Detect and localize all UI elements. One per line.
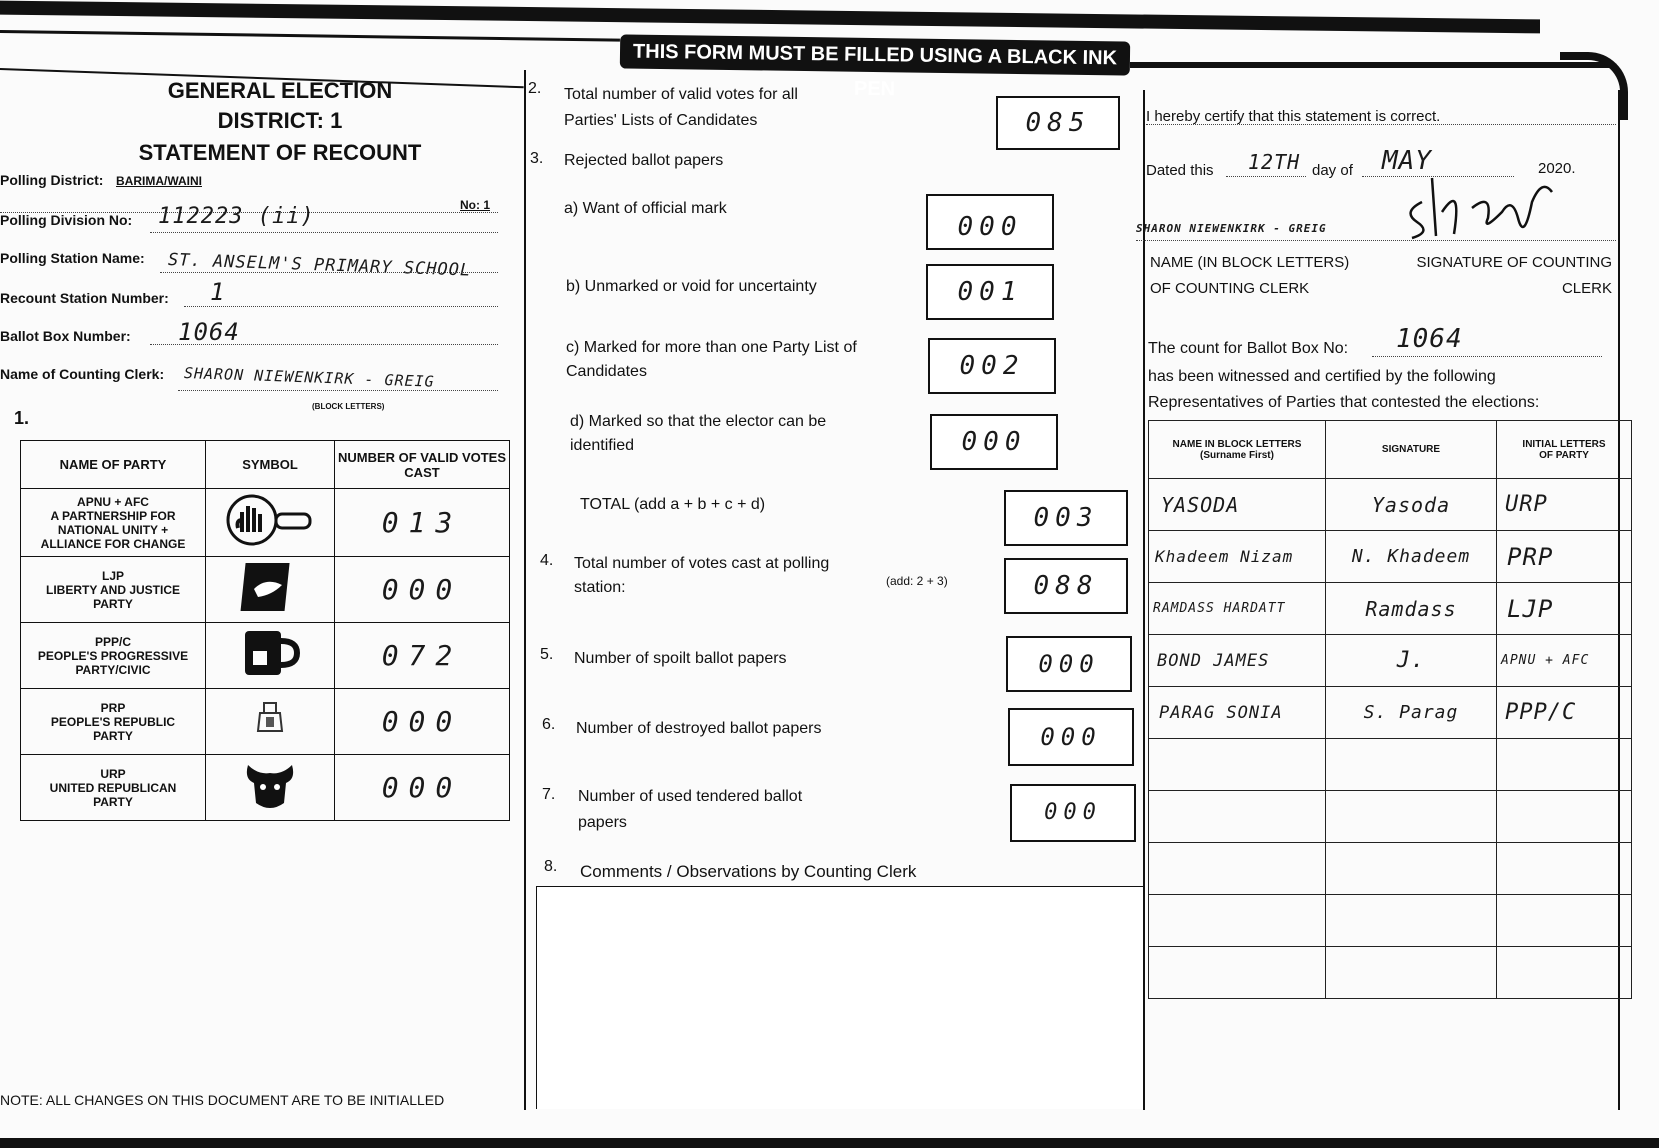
- cup-symbol-icon: [206, 623, 335, 689]
- divider-left: [524, 70, 526, 1110]
- polling-station-line: [160, 272, 498, 273]
- s2-label: Total number of valid votes for all Parties' Lists of Candidates: [564, 86, 798, 129]
- s6-number: 6.: [542, 716, 556, 733]
- dated-day-line: [1226, 176, 1306, 177]
- s5-number: 5.: [540, 646, 554, 663]
- rejected-b-box: 001: [926, 264, 1054, 320]
- rep-row-empty[interactable]: [1149, 895, 1632, 947]
- polling-district-value: BARIMA/WAINI: [116, 174, 202, 188]
- recount-station-label: Recount Station Number:: [0, 290, 169, 306]
- party-table-wrap: [20, 440, 510, 821]
- dated-day: 12TH: [1248, 150, 1301, 174]
- rep-party: APNU + AFC: [1497, 635, 1632, 687]
- s6-value-box: 000: [1008, 708, 1134, 766]
- party-votes: 000: [335, 557, 510, 623]
- rep-party: LJP: [1497, 583, 1632, 635]
- s2-value-box: 085: [996, 96, 1120, 150]
- banner-line-right: [1130, 62, 1610, 68]
- rep-header-signature: SIGNATURE: [1326, 421, 1497, 479]
- count-label: The count for Ballot Box No:: [1148, 340, 1349, 357]
- s2-number: 2.: [528, 80, 542, 97]
- count-value: 1064: [1396, 324, 1463, 354]
- rep-name: PARAG SONIA: [1149, 687, 1326, 739]
- rep-party: PPP/C: [1497, 687, 1632, 739]
- rejected-c-label: c) Marked for more than one Party List of Candidates: [566, 339, 857, 380]
- rep-party: PRP: [1497, 531, 1632, 583]
- rep-name: YASODA: [1149, 479, 1326, 531]
- clerk-value: SHARON NIEWENKIRK - GREIG: [183, 364, 435, 391]
- polling-station-label: Polling Station Name:: [0, 250, 145, 266]
- polling-district-label: Polling District:: [0, 172, 104, 188]
- rejected-a-label: a) Want of official mark: [564, 200, 727, 217]
- party-table: [20, 440, 510, 821]
- rejected-c-box: 002: [928, 338, 1056, 394]
- banner: THIS FORM MUST BE FILLED USING A BLACK INK PEN: [620, 34, 1130, 75]
- dated-label: Dated this: [1146, 162, 1214, 179]
- handshake-symbol-icon: [206, 557, 335, 623]
- s5-value-box: 000: [1006, 636, 1132, 692]
- dated-year: 2020.: [1538, 160, 1576, 177]
- party-name: APNU + AFC A PARTNERSHIP FOR NATIONAL UNITY + ALLIANCE FOR CHANGE: [21, 489, 206, 557]
- s6-label: Number of destroyed ballot papers: [576, 720, 822, 737]
- rep-name: RAMDASS HARDATT: [1149, 583, 1326, 635]
- s8-label: Comments / Observations by Counting Clerk: [580, 862, 917, 881]
- rejected-d-label: d) Marked so that the elector can be identified: [570, 413, 827, 454]
- party-row-ljp: [21, 557, 510, 623]
- party-row-pppc: [21, 623, 510, 689]
- s5-label: Number of spoilt ballot papers: [574, 650, 787, 667]
- bull-symbol-icon: [206, 755, 335, 821]
- rep-row: [1149, 531, 1632, 583]
- polling-division-line: [150, 232, 498, 233]
- hand-symbol-icon: [206, 489, 335, 557]
- note-initialled: NOTE: ALL CHANGES ON THIS DOCUMENT ARE TO BE INITIALLED: [0, 1092, 445, 1108]
- ballot-box-value: 1064: [178, 318, 240, 346]
- rep-signature: J.: [1326, 635, 1497, 687]
- party-row-apnu: [21, 489, 510, 557]
- rep-signature: N. Khadeem: [1326, 531, 1497, 583]
- count-line: [1372, 356, 1602, 357]
- rep-header-party: INITIAL LETTERS OF PARTY: [1497, 421, 1632, 479]
- col-header-symbol: SYMBOL: [206, 441, 335, 489]
- rep-row-empty[interactable]: [1149, 843, 1632, 895]
- clerk-signature: [1392, 172, 1562, 242]
- rep-row: [1149, 479, 1632, 531]
- party-name: URP UNITED REPUBLICAN PARTY: [21, 755, 206, 821]
- party-name: PPP/C PEOPLE'S PROGRESSIVE PARTY/CIVIC: [21, 623, 206, 689]
- total-label: TOTAL (add a + b + c + d): [580, 496, 766, 513]
- rep-signature: Yasoda: [1326, 479, 1497, 531]
- top-border-2: [0, 30, 620, 42]
- polling-station-value: ST. ANSELM'S PRIMARY SCHOOL: [167, 250, 472, 281]
- rep-row-empty[interactable]: [1149, 791, 1632, 843]
- s7-value-box: 000: [1010, 784, 1136, 842]
- party-votes: 013: [335, 489, 510, 557]
- col-header-votes: NUMBER OF VALID VOTES CAST: [335, 441, 510, 489]
- s4-number: 4.: [540, 552, 554, 569]
- s3-label: Rejected ballot papers: [564, 152, 724, 169]
- name-block-label: NAME (IN BLOCK LETTERS) OF COUNTING CLERK: [1150, 254, 1350, 297]
- lamp-symbol-icon: [206, 689, 335, 755]
- section-1-number: 1.: [14, 408, 30, 428]
- witness-text: has been witnessed and certified by the following Representatives of Parties that contested the elections:: [1148, 368, 1540, 411]
- rep-header-name: NAME IN BLOCK LETTERS (Surname First): [1149, 421, 1326, 479]
- rep-row-empty[interactable]: [1149, 947, 1632, 999]
- ballot-box-line: [150, 344, 498, 345]
- rep-row: [1149, 583, 1632, 635]
- rep-table-wrap: [1148, 420, 1632, 999]
- block-letters-note: (BLOCK LETTERS): [312, 402, 385, 411]
- s7-number: 7.: [542, 786, 556, 803]
- day-of-label: day of: [1312, 162, 1353, 179]
- rep-signature: S. Parag: [1326, 687, 1497, 739]
- signature-clerk-label: SIGNATURE OF COUNTING CLERK: [1416, 254, 1612, 297]
- s8-number: 8.: [544, 858, 558, 875]
- rejected-d-box: 000: [930, 414, 1058, 470]
- party-row-prp: [21, 689, 510, 755]
- polling-division-value: 112223 (ii): [158, 204, 315, 229]
- recount-station-value: 1: [210, 278, 226, 306]
- dated-month: MAY: [1382, 146, 1432, 176]
- s3-number: 3.: [530, 150, 544, 167]
- rep-signature: Ramdass: [1326, 583, 1497, 635]
- certify-text: I hereby certify that this statement is correct.: [1146, 108, 1441, 125]
- party-votes: 072: [335, 623, 510, 689]
- party-votes: 000: [335, 689, 510, 755]
- rep-party: URP: [1497, 479, 1632, 531]
- polling-division-label: Polling Division No:: [0, 212, 133, 228]
- party-votes: 000: [335, 755, 510, 821]
- s4-label: Total number of votes cast at polling station:: [574, 555, 830, 596]
- bottom-border: [0, 1138, 1659, 1148]
- comments-box[interactable]: [536, 886, 1144, 1109]
- clerk-label: Name of Counting Clerk:: [0, 366, 165, 382]
- rep-name: Khadeem Nizam: [1149, 531, 1326, 583]
- clerk-line: [178, 390, 498, 391]
- s7-label: Number of used tendered ballot papers: [578, 788, 803, 831]
- form-number: No: 1: [460, 198, 490, 212]
- rep-row-empty[interactable]: [1149, 739, 1632, 791]
- title-statement: STATEMENT OF RECOUNT: [138, 140, 422, 165]
- rep-row: [1149, 635, 1632, 687]
- rep-name: BOND JAMES: [1149, 635, 1326, 687]
- ballot-box-label: Ballot Box Number:: [0, 328, 131, 344]
- s4-add-note: (add: 2 + 3): [886, 574, 948, 588]
- s4-value-box: 088: [1004, 558, 1128, 614]
- title-district: DISTRICT: 1: [217, 108, 343, 133]
- certify-line: [1146, 124, 1616, 125]
- col-header-party: NAME OF PARTY: [21, 441, 206, 489]
- title-general-election: GENERAL ELECTION: [167, 78, 393, 103]
- rep-table: [1148, 420, 1632, 999]
- party-row-urp: [21, 755, 510, 821]
- clerk-name-handwritten: SHARON NIEWENKIRK - GREIG: [1136, 222, 1327, 235]
- rejected-b-label: b) Unmarked or void for uncertainty: [566, 278, 817, 295]
- rejected-a-box: 000: [926, 194, 1054, 250]
- party-name: LJP LIBERTY AND JUSTICE PARTY: [21, 557, 206, 623]
- rep-row: [1149, 687, 1632, 739]
- total-box: 003: [1004, 490, 1128, 546]
- party-name: PRP PEOPLE'S REPUBLIC PARTY: [21, 689, 206, 755]
- recount-station-line: [184, 306, 498, 307]
- top-border: [0, 1, 1540, 34]
